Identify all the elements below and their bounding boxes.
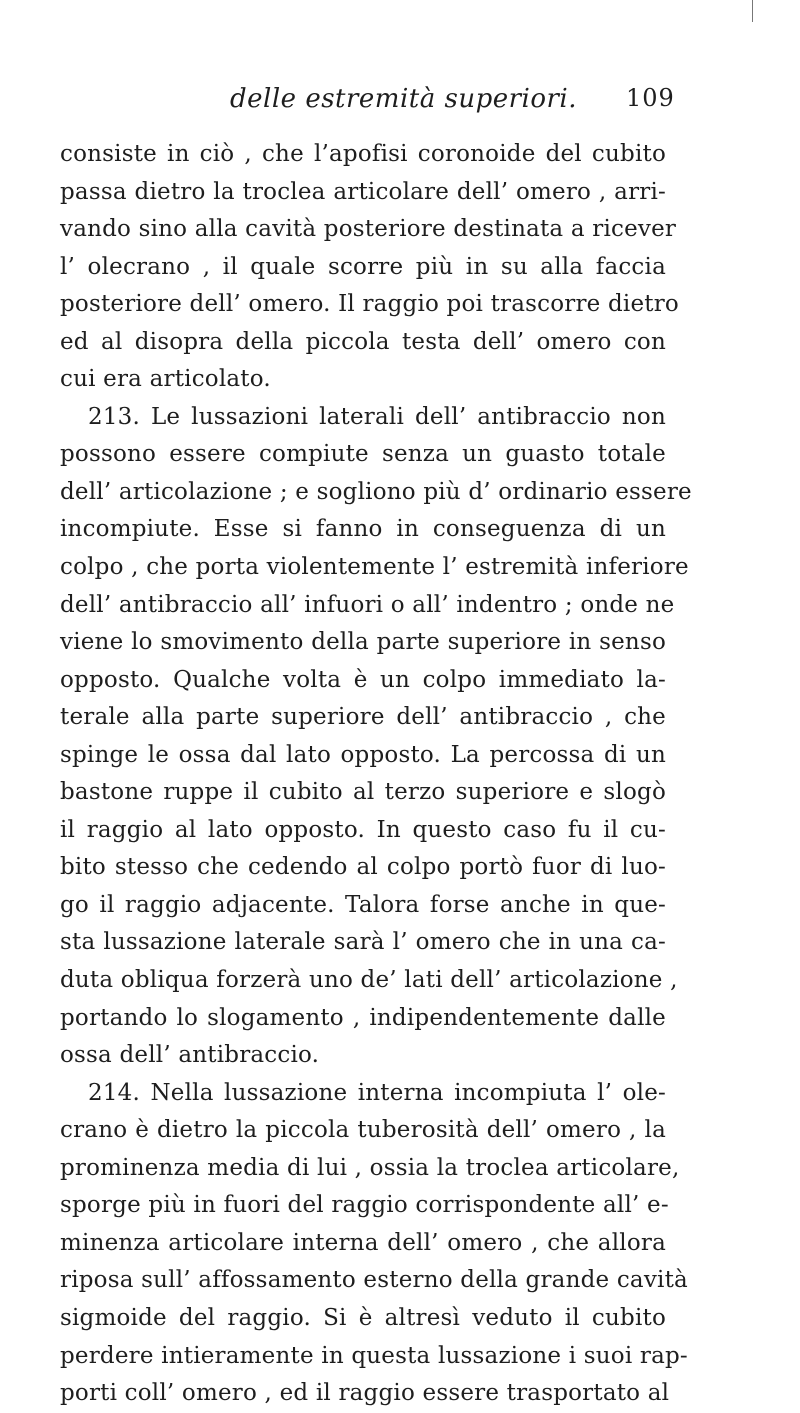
text-line: vando sino alla cavità posteriore destinata a ricever bbox=[60, 216, 677, 243]
text-line: sigmoide del raggio. Si è altresì veduto il cubito bbox=[60, 1304, 666, 1331]
margin-mark bbox=[752, 0, 753, 22]
text-line: crano è dietro la piccola tuberosità dell’ omero , la bbox=[60, 1117, 666, 1144]
paragraph-214-start: 214. Nella lussazione interna incompiuta l’ ole- bbox=[88, 1079, 666, 1106]
text-line: ossa dell’ antibraccio. bbox=[60, 1042, 320, 1069]
text-line: passa dietro la troclea articolare dell’ omero , arri- bbox=[60, 178, 666, 205]
text-line: colpo , che porta violentemente l’ estremità inferiore bbox=[60, 554, 689, 581]
text-line: possono essere compiute senza un guasto totale bbox=[60, 441, 666, 468]
text-line: il raggio al lato opposto. In questo caso fu il cu- bbox=[60, 816, 666, 843]
text-line: incompiute. Esse si fanno in conseguenza di un bbox=[60, 516, 666, 543]
text-line: go il raggio adjacente. Talora forse anche in que- bbox=[60, 891, 666, 918]
text-line: ed al disopra della piccola testa dell’ omero con bbox=[60, 328, 666, 355]
text-line: opposto. Qualche volta è un colpo immediato la- bbox=[60, 666, 666, 693]
text-line: prominenza media di lui , ossia la troclea articolare, bbox=[60, 1154, 680, 1181]
text-line: consiste in ciò , che l’apofisi coronoide del cubito bbox=[60, 141, 666, 167]
text-line: terale alla parte superiore dell’ antibraccio , che bbox=[60, 704, 666, 731]
body-text bbox=[60, 136, 692, 1413]
text-line: dell’ articolazione ; e sogliono più d’ ordinario essere bbox=[60, 478, 692, 505]
text-line: perdere intieramente in questa lussazione i suoi rap- bbox=[60, 1342, 688, 1369]
text-line: portando lo slogamento , indipendentemente dalle bbox=[60, 1004, 666, 1031]
text-line: bito stesso che cedendo al colpo portò fuor di luo- bbox=[60, 854, 666, 881]
paragraph-213-start: 213. Le lussazioni laterali dell’ antibraccio non bbox=[88, 403, 666, 430]
text-line: cui era articolato. bbox=[60, 366, 271, 393]
text-line: posteriore dell’ omero. Il raggio poi trascorre dietro bbox=[60, 291, 679, 318]
text-line: bastone ruppe il cubito al terzo superiore e slogò bbox=[60, 779, 666, 806]
text-line: minenza articolare interna dell’ omero , che allora bbox=[60, 1229, 666, 1256]
text-line: riposa sull’ affossamento esterno della grande cavità bbox=[60, 1267, 688, 1294]
page-number: 109 bbox=[626, 84, 675, 112]
text-line: sporge più in fuori del raggio corrispondente all’ e- bbox=[60, 1192, 669, 1219]
text-line: dell’ antibraccio all’ infuori o all’ indentro ; onde ne bbox=[60, 591, 675, 618]
text-line: l’ olecrano , il quale scorre più in su alla faccia bbox=[60, 253, 666, 280]
text-line: porti coll’ omero , ed il raggio essere trasportato al bbox=[60, 1380, 670, 1407]
running-header: delle estremità superiori. bbox=[230, 84, 578, 114]
text-line: sta lussazione laterale sarà l’ omero che in una ca- bbox=[60, 929, 666, 956]
text-line: viene lo smovimento della parte superiore in senso bbox=[60, 629, 666, 656]
text-line: spinge le ossa dal lato opposto. La percossa di un bbox=[60, 741, 666, 768]
text-line: duta obliqua forzerà uno de’ lati dell’ articolazione , bbox=[60, 967, 678, 994]
